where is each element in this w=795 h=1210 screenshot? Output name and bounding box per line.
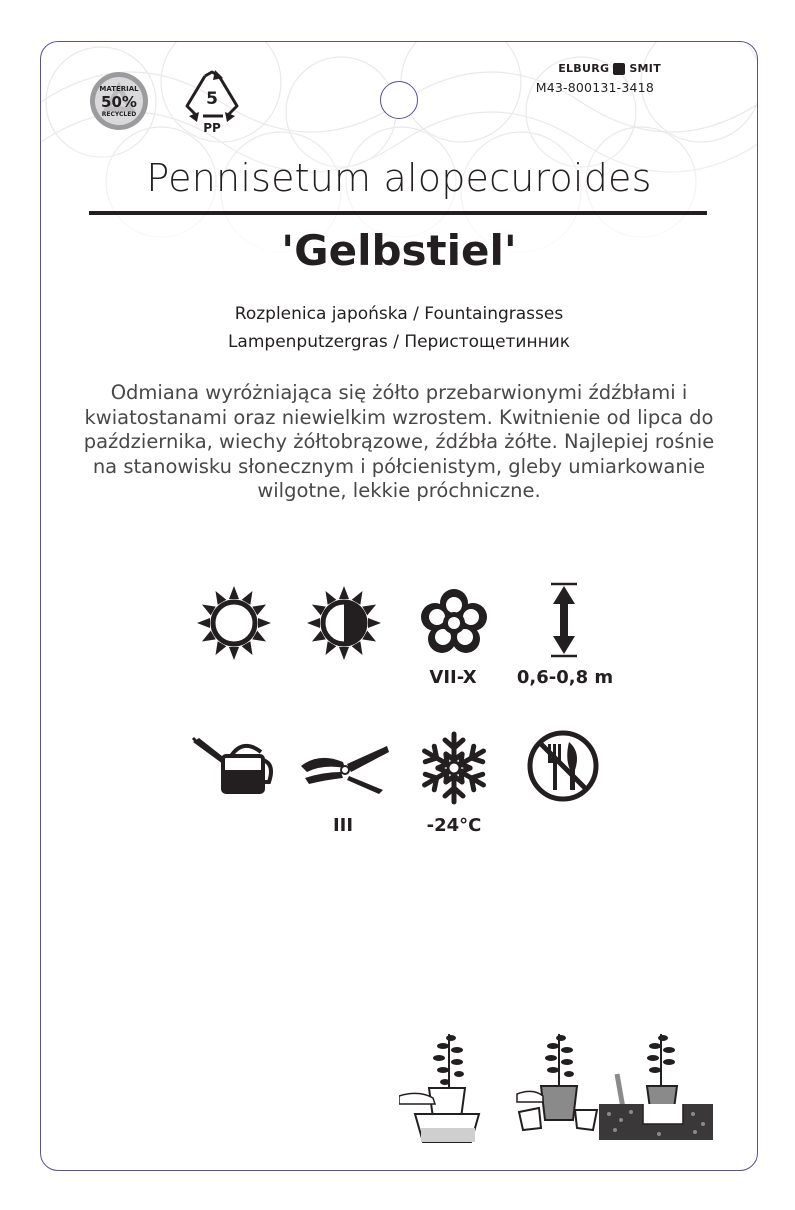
flowering-period: VII-X <box>429 667 477 688</box>
pruning-shears-icon <box>299 742 391 794</box>
pp-recycling-icon <box>181 68 243 134</box>
brand-name-right: SMIT <box>629 62 661 75</box>
hardiness-temperature: -24°C <box>426 815 482 836</box>
recycled-bottom-text: RECYCLED <box>101 111 137 118</box>
plastic-code-text: PP <box>203 121 221 134</box>
recycled-percent-text: 50% <box>101 93 137 111</box>
flower-icon <box>415 584 493 662</box>
brand-name-left: ELBURG <box>558 62 610 75</box>
planting-step-3-icon <box>599 1024 713 1140</box>
cultivar-name: 'Gelbstiel' <box>281 226 517 275</box>
plant-height: 0,6-0,8 m <box>516 667 614 688</box>
plant-label <box>40 41 758 1171</box>
common-names-line-1: Rozplenica japońska / Fountaingrasses <box>234 304 564 324</box>
common-names-line-2: Lampenputzergras / Перистощетинник <box>227 332 571 352</box>
watering-can-icon <box>191 736 277 796</box>
plant-description: Odmiana wyróżniająca się żółto przebarwionymi źdźbłami i kwiatostanami oraz niewielkim wzrostem. Kwitnienie od lipca do października, wiechy żółtobrązowe, źdźbła żółte. Najlepiej rośnie na stanowisku słonecznym i półcienistym, gleby umiarkowanie wilgotne, lekkie próchniczne. <box>83 381 715 502</box>
recycled-top-text: MATERIAL <box>99 85 139 93</box>
planting-step-2-icon <box>511 1024 605 1134</box>
latin-name: Pennisetum alopecuroides <box>146 156 652 200</box>
plastic-number-text: 5 <box>206 89 218 109</box>
product-code: M43-800131-3418 <box>535 80 654 95</box>
brand-logo <box>558 62 661 75</box>
not-edible-icon <box>525 728 601 804</box>
brand-mark-icon <box>613 63 625 75</box>
planting-step-1-icon <box>399 1024 497 1144</box>
hang-hole <box>380 81 418 119</box>
height-arrow-icon <box>547 582 581 658</box>
full-sun-icon <box>195 584 273 662</box>
recycled-material-badge-icon <box>87 69 151 133</box>
title-divider <box>89 211 707 215</box>
half-shade-icon <box>305 584 383 662</box>
snowflake-icon <box>416 730 492 806</box>
pruning-month: III <box>332 815 354 836</box>
